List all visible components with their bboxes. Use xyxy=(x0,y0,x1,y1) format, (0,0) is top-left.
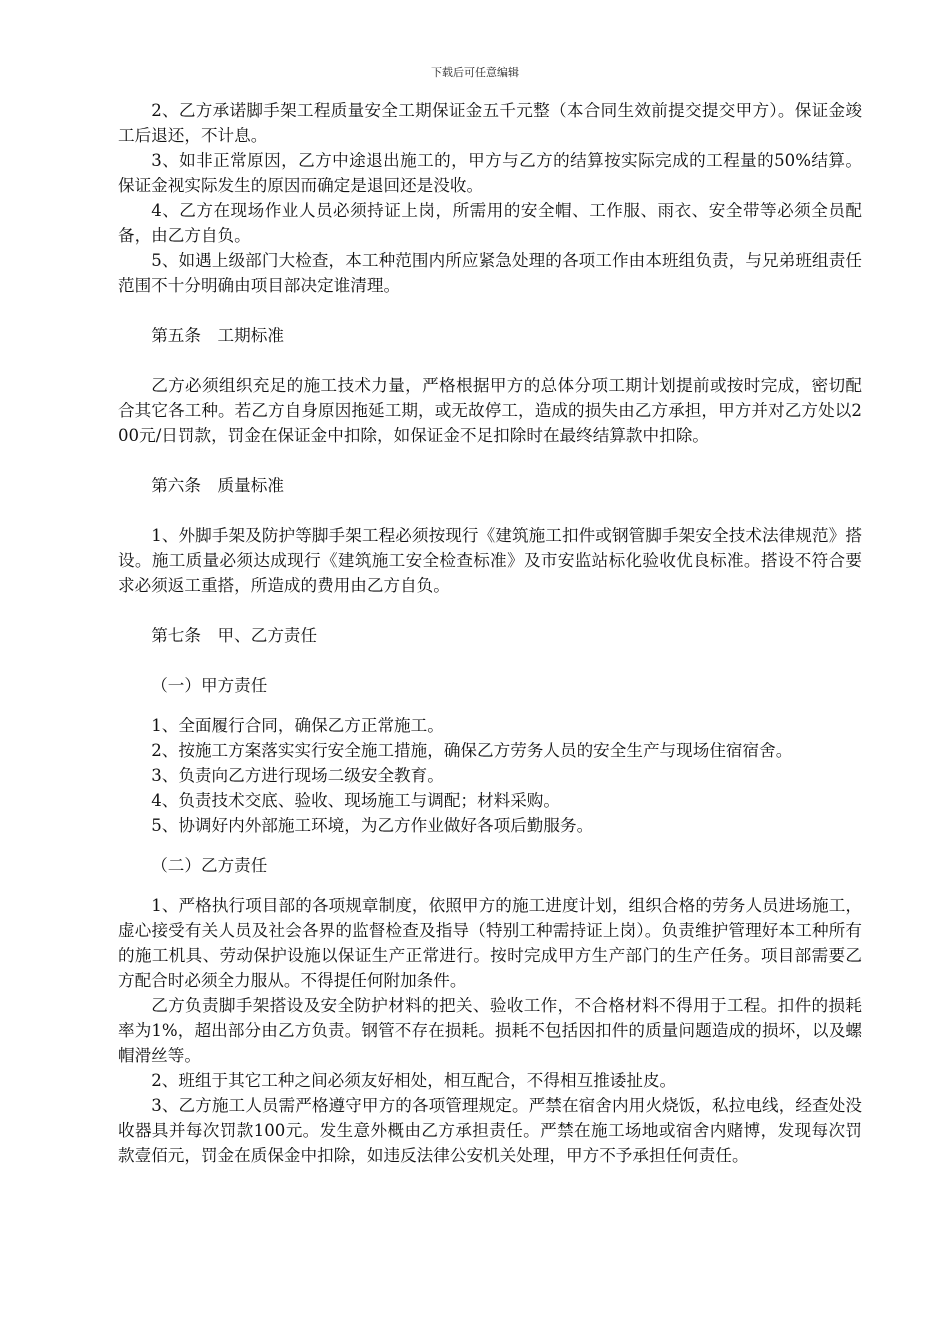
document-body xyxy=(118,98,862,1168)
clause-paragraph: 5、如遇上级部门大检查，本工种范围内所应紧急处理的各项工作由本班组负责，与兄弟班组责任范围不十分明确由项目部决定谁清理。 xyxy=(118,251,862,295)
clause-paragraph: 5、协调好内外部施工环境，为乙方作业做好各项后勤服务。 xyxy=(151,816,594,835)
clause-paragraph: 3、如非正常原因，乙方中途退出施工的，甲方与乙方的结算按实际完成的工程量的50%结算。保证金视实际发生的原因而确定是退回还是没收。 xyxy=(118,151,862,195)
clause-paragraph: 4、乙方在现场作业人员必须持证上岗，所需用的安全帽、工作服、雨衣、安全带等必须全员配备，由乙方自负。 xyxy=(118,201,862,245)
clause-paragraph: 1、严格执行项目部的各项规章制度，依照甲方的施工进度计划，组织合格的劳务人员进场施工，虚心接受有关人员及社会各界的监督检查及指导（特别工种需持证上岗）。负责维护管理好本工种所有的施工机具、劳动保护设施以保证生产正常进行。按时完成甲方生产部门的生产任务。项目部需要乙方配合时必须全力服从。不得提任何附加条件。 xyxy=(118,896,862,990)
clause-paragraph: 4、负责技术交底、验收、现场施工与调配；材料采购。 xyxy=(151,791,560,810)
article-heading: 第六条 质量标准 xyxy=(151,476,284,495)
section-heading: （一）甲方责任 xyxy=(151,676,268,695)
clause-paragraph: 2、按施工方案落实实行安全施工措施，确保乙方劳务人员的安全生产与现场住宿宿舍。 xyxy=(151,741,793,760)
clause-paragraph: 3、负责向乙方进行现场二级安全教育。 xyxy=(151,766,444,785)
article-heading: 第五条 工期标准 xyxy=(151,326,284,345)
page-header: 下载后可任意编辑 xyxy=(431,66,519,79)
clause-paragraph: 乙方必须组织充足的施工技术力量，严格根据甲方的总体分项工期计划提前或按时完成，密切配合其它各工种。若乙方自身原因拖延工期，或无故停工，造成的损失由乙方承担，甲方并对乙方处以200元/日罚款，罚金在保证金中扣除，如保证金不足扣除时在最终结算款中扣除。 xyxy=(118,376,862,445)
clause-paragraph: 1、外脚手架及防护等脚手架工程必须按现行《建筑施工扣件或钢管脚手架安全技术法律规范》搭设。施工质量必须达成现行《建筑施工安全检查标准》及市安监站标化验收优良标准。搭设不符合要求必须返工重搭，所造成的费用由乙方自负。 xyxy=(118,526,862,595)
clause-paragraph: 2、乙方承诺脚手架工程质量安全工期保证金五千元整（本合同生效前提交提交甲方）。保证金竣工后退还，不计息。 xyxy=(118,101,862,145)
clause-paragraph: 1、全面履行合同，确保乙方正常施工。 xyxy=(151,716,444,735)
clause-paragraph: 3、乙方施工人员需严格遵守甲方的各项管理规定。严禁在宿舍内用火烧饭，私拉电线，经查处没收器具并每次罚款100元。发生意外概由乙方承担责任。严禁在施工场地或宿舍内赌博，发现每次罚款壹佰元，罚金在质保金中扣除，如违反法律公安机关处理，甲方不予承担任何责任。 xyxy=(118,1096,862,1165)
section-heading: （二）乙方责任 xyxy=(151,856,268,875)
clause-paragraph: 乙方负责脚手架搭设及安全防护材料的把关、验收工作，不合格材料不得用于工程。扣件的损耗率为1%，超出部分由乙方负责。钢管不存在损耗。损耗不包括因扣件的质量问题造成的损坏，以及螺帽滑丝等。 xyxy=(118,996,862,1065)
clause-paragraph: 2、班组于其它工种之间必须友好相处，相互配合，不得相互推诿扯皮。 xyxy=(151,1071,677,1090)
article-heading: 第七条 甲、乙方责任 xyxy=(151,626,318,645)
